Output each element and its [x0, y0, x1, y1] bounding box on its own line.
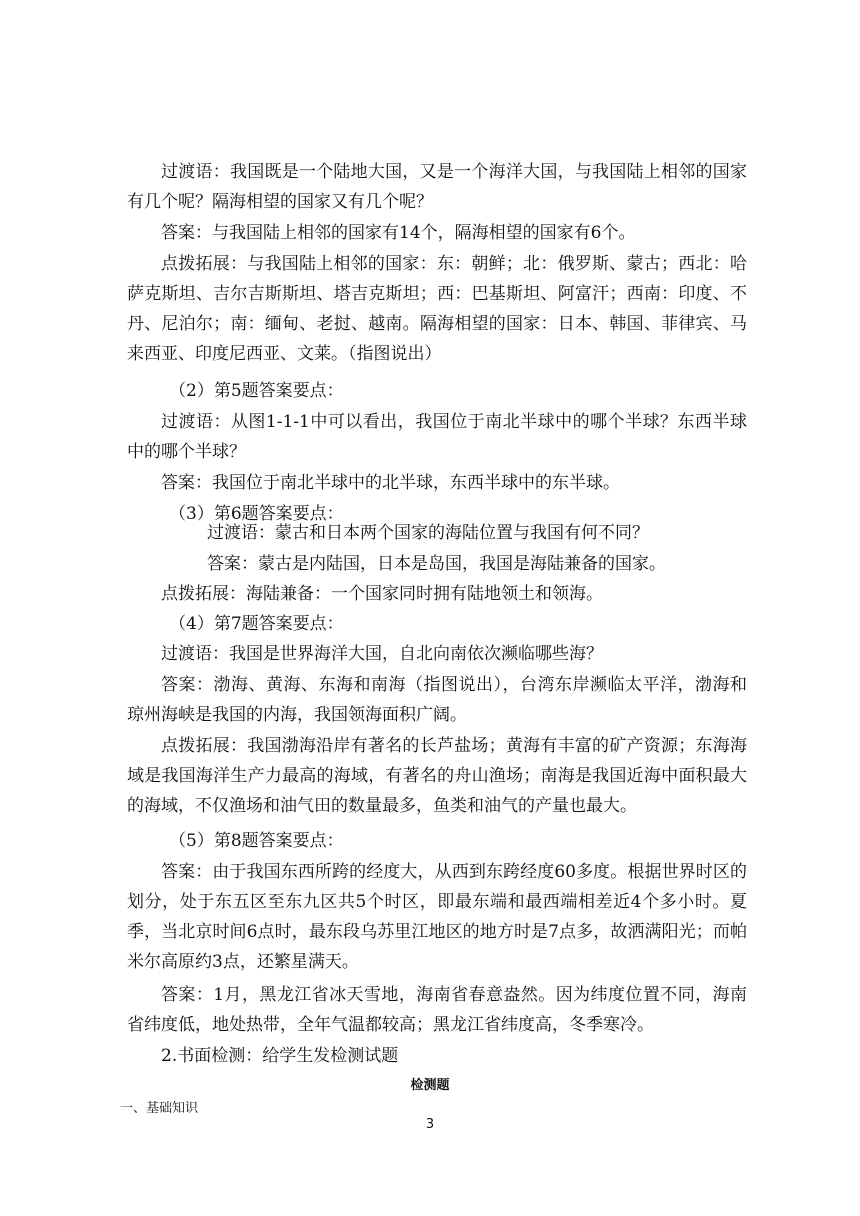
question-heading-6: （3）第6题答案要点： [169, 504, 344, 524]
question-heading-8: （5）第8题答案要点： [169, 831, 344, 851]
section-title: 检测题 [410, 1078, 450, 1093]
paragraph-transition-3: 过渡语：蒙古和日本两个国家的海陆位置与我国有何不同？ [207, 523, 649, 543]
paragraph-extension-3: 点拨拓展：我国渤海沿岸有著名的长芦盐场；黄海有丰富的矿产资源；东海海域是我国海洋生产力最高的海域，有著名的舟山渔场；南海是我国近海中面积最大的海域，不仅渔场和油气田的数量最多，鱼类和油气的产量也最大。 [127, 736, 747, 816]
paragraph-transition-2: 过渡语：从图1-1-1中可以看出，我国位于南北半球中的哪个半球？东西半球中的哪个半球？ [127, 412, 747, 462]
written-test-line: 2.书面检测：给学生发检测试题 [161, 1046, 399, 1066]
question-heading-5: （2）第5题答案要点： [169, 381, 344, 401]
paragraph-transition-4: 过渡语：我国是世界海洋大国，自北向南依次濒临哪些海？ [161, 644, 603, 664]
question-heading-7: （4）第7题答案要点： [169, 614, 344, 634]
paragraph-answer-2: 答案：我国位于南北半球中的北半球，东西半球中的东半球。 [161, 473, 620, 493]
paragraph-answer-1: 答案：与我国陆上相邻的国家有14个，隔海相望的国家有6个。 [161, 223, 636, 243]
paragraph-extension-2: 点拨拓展：海陆兼备：一个国家同时拥有陆地领土和领海。 [161, 584, 603, 604]
paragraph-answer-4: 答案：渤海、黄海、东海和南海（指图说出），台湾东岸濒临太平洋，渤海和琼州海峡是我国的内海，我国领海面积广阔。 [127, 675, 747, 725]
paragraph-answer-3: 答案：蒙古是内陆国，日本是岛国，我国是海陆兼备的国家。 [207, 554, 666, 574]
paragraph-answer-5: 答案：由于我国东西所跨的经度大，从西到东跨经度60多度。根据世界时区的划分，处于东五区至东九区共5个时区，即最东端和最西端相差近4个多小时。夏季，当北京时间6点时，最东段乌苏里江地区的地方时是7点多，故洒满阳光；而帕米尔高原约3点，还繁星满天。 [127, 862, 747, 972]
section-heading: 一、基础知识 [120, 1101, 199, 1116]
paragraph-answer-6: 答案：1月，黑龙江省冰天雪地，海南省春意盎然。因为纬度位置不同，海南省纬度低，地处热带，全年气温都较高；黑龙江省纬度高，冬季寒冷。 [127, 985, 747, 1035]
paragraph-transition-1: 过渡语：我国既是一个陆地大国，又是一个海洋大国，与我国陆上相邻的国家有几个呢？隔海相望的国家又有几个呢？ [127, 162, 747, 212]
paragraph-extension-1: 点拨拓展：与我国陆上相邻的国家：东：朝鲜；北：俄罗斯、蒙古；西北：哈萨克斯坦、吉尔吉斯斯坦、塔吉克斯坦；西：巴基斯坦、阿富汗；西南：印度、不丹、尼泊尔；南：缅甸、老挝、越南。隔海相望的国家：日本、韩国、菲律宾、马来西亚、印度尼西亚、文莱。（指图说出） [127, 254, 747, 364]
page-number: 3 [425, 1117, 435, 1132]
